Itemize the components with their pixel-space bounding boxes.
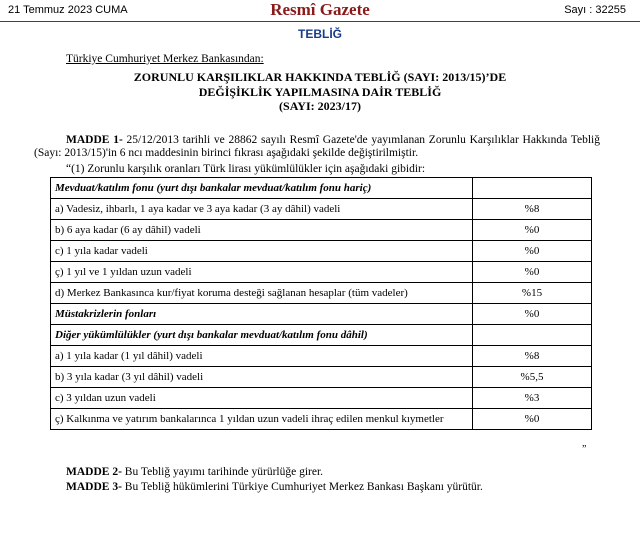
category-cell: b) 3 yıla kadar (3 yıl dâhil) vadeli [51, 367, 473, 388]
rate-cell [473, 325, 592, 346]
reserve-rates-table [50, 177, 592, 430]
table-row [51, 409, 592, 430]
article-3-label: MADDE 3- [66, 481, 122, 493]
table-row [51, 388, 592, 409]
table-row [51, 283, 592, 304]
rate-cell: %0 [473, 409, 592, 430]
issue-number: Sayı : 32255 [564, 4, 626, 16]
article-3-text: Bu Tebliğ hükümlerini Türkiye Cumhuriyet Merkez Bankası Başkanı yürütür. [121, 481, 483, 493]
category-cell: ç) Kalkınma ve yatırım bankalarınca 1 yıldan uzun vadeli ihraç edilen menkul kıymetler [51, 409, 473, 430]
article-1-text: 25/12/2013 tarihli ve 28862 sayılı Resmî Gazete'de yayımlanan Zorunlu Karşılıklar Hakkında Tebliğ (Sayı: 2013/15)'in 6 ncı maddesinin birinci fıkrası aşağıdaki şekilde değiştirilmiştir. [34, 134, 600, 159]
article-1-label: MADDE 1- [66, 134, 123, 146]
rate-cell: %0 [473, 304, 592, 325]
table-row [51, 262, 592, 283]
section-label: TEBLİĞ [298, 27, 342, 41]
category-cell: b) 6 aya kadar (6 ay dâhil) vadeli [51, 220, 473, 241]
table-section-row [51, 304, 592, 325]
rate-cell: %0 [473, 220, 592, 241]
category-cell: d) Merkez Bankasınca kur/fiyat koruma desteği sağlanan hesaplar (tüm vadeler) [51, 283, 473, 304]
category-cell: Müstakrizlerin fonları [51, 304, 473, 325]
publication-date: 21 Temmuz 2023 CUMA [8, 4, 128, 16]
table-section-row [51, 178, 592, 199]
category-cell: c) 1 yıla kadar vadeli [51, 241, 473, 262]
table-row [51, 367, 592, 388]
category-cell: c) 3 yıldan uzun vadeli [51, 388, 473, 409]
rate-cell [473, 178, 592, 199]
table-row [51, 346, 592, 367]
rate-cell: %8 [473, 199, 592, 220]
table-row [51, 220, 592, 241]
article-2-paragraph [66, 466, 323, 478]
gazette-title: Resmî Gazete [270, 0, 370, 19]
article-2-text: Bu Tebliğ yayımı tarihinde yürürlüğe girer. [121, 466, 324, 478]
issuer-line: Türkiye Cumhuriyet Merkez Bankasından: [66, 53, 264, 65]
rate-cell: %0 [473, 262, 592, 283]
category-cell: Mevduat/katılım fonu (yurt dışı bankalar mevduat/katılım fonu hariç) [51, 178, 473, 199]
category-cell: a) 1 yıla kadar (1 yıl dâhil) vadeli [51, 346, 473, 367]
rate-cell: %15 [473, 283, 592, 304]
category-cell: Diğer yükümlülükler (yurt dışı bankalar mevduat/katılım fonu dâhil) [51, 325, 473, 346]
table-row [51, 241, 592, 262]
table-section-row [51, 325, 592, 346]
quote-intro: “(1) Zorunlu karşılık oranları Türk lirası yükümlülükler için aşağıdaki gibidir: [66, 163, 426, 175]
category-cell: a) Vadesiz, ihbarlı, 1 aya kadar ve 3 aya kadar (3 ay dâhil) vadeli [51, 199, 473, 220]
closing-quote: ” [582, 444, 587, 455]
rate-cell: %3 [473, 388, 592, 409]
category-cell: ç) 1 yıl ve 1 yıldan uzun vadeli [51, 262, 473, 283]
article-2-label: MADDE 2- [66, 466, 122, 478]
title-line: (SAYI: 2023/17) [279, 99, 361, 113]
header-divider [0, 21, 640, 22]
rate-cell: %5,5 [473, 367, 592, 388]
document-title [0, 70, 640, 114]
table-row [51, 199, 592, 220]
rate-cell: %8 [473, 346, 592, 367]
rate-cell: %0 [473, 241, 592, 262]
title-line: ZORUNLU KARŞILIKLAR HAKKINDA TEBLİĞ (SAYI: 2013/15)’DE [133, 70, 507, 84]
article-3-paragraph [66, 481, 483, 493]
gazette-header [0, 0, 640, 22]
title-line: DEĞİŞİKLİK YAPILMASINA DAİR TEBLİĞ [198, 84, 442, 99]
article-1-paragraph [34, 134, 600, 160]
